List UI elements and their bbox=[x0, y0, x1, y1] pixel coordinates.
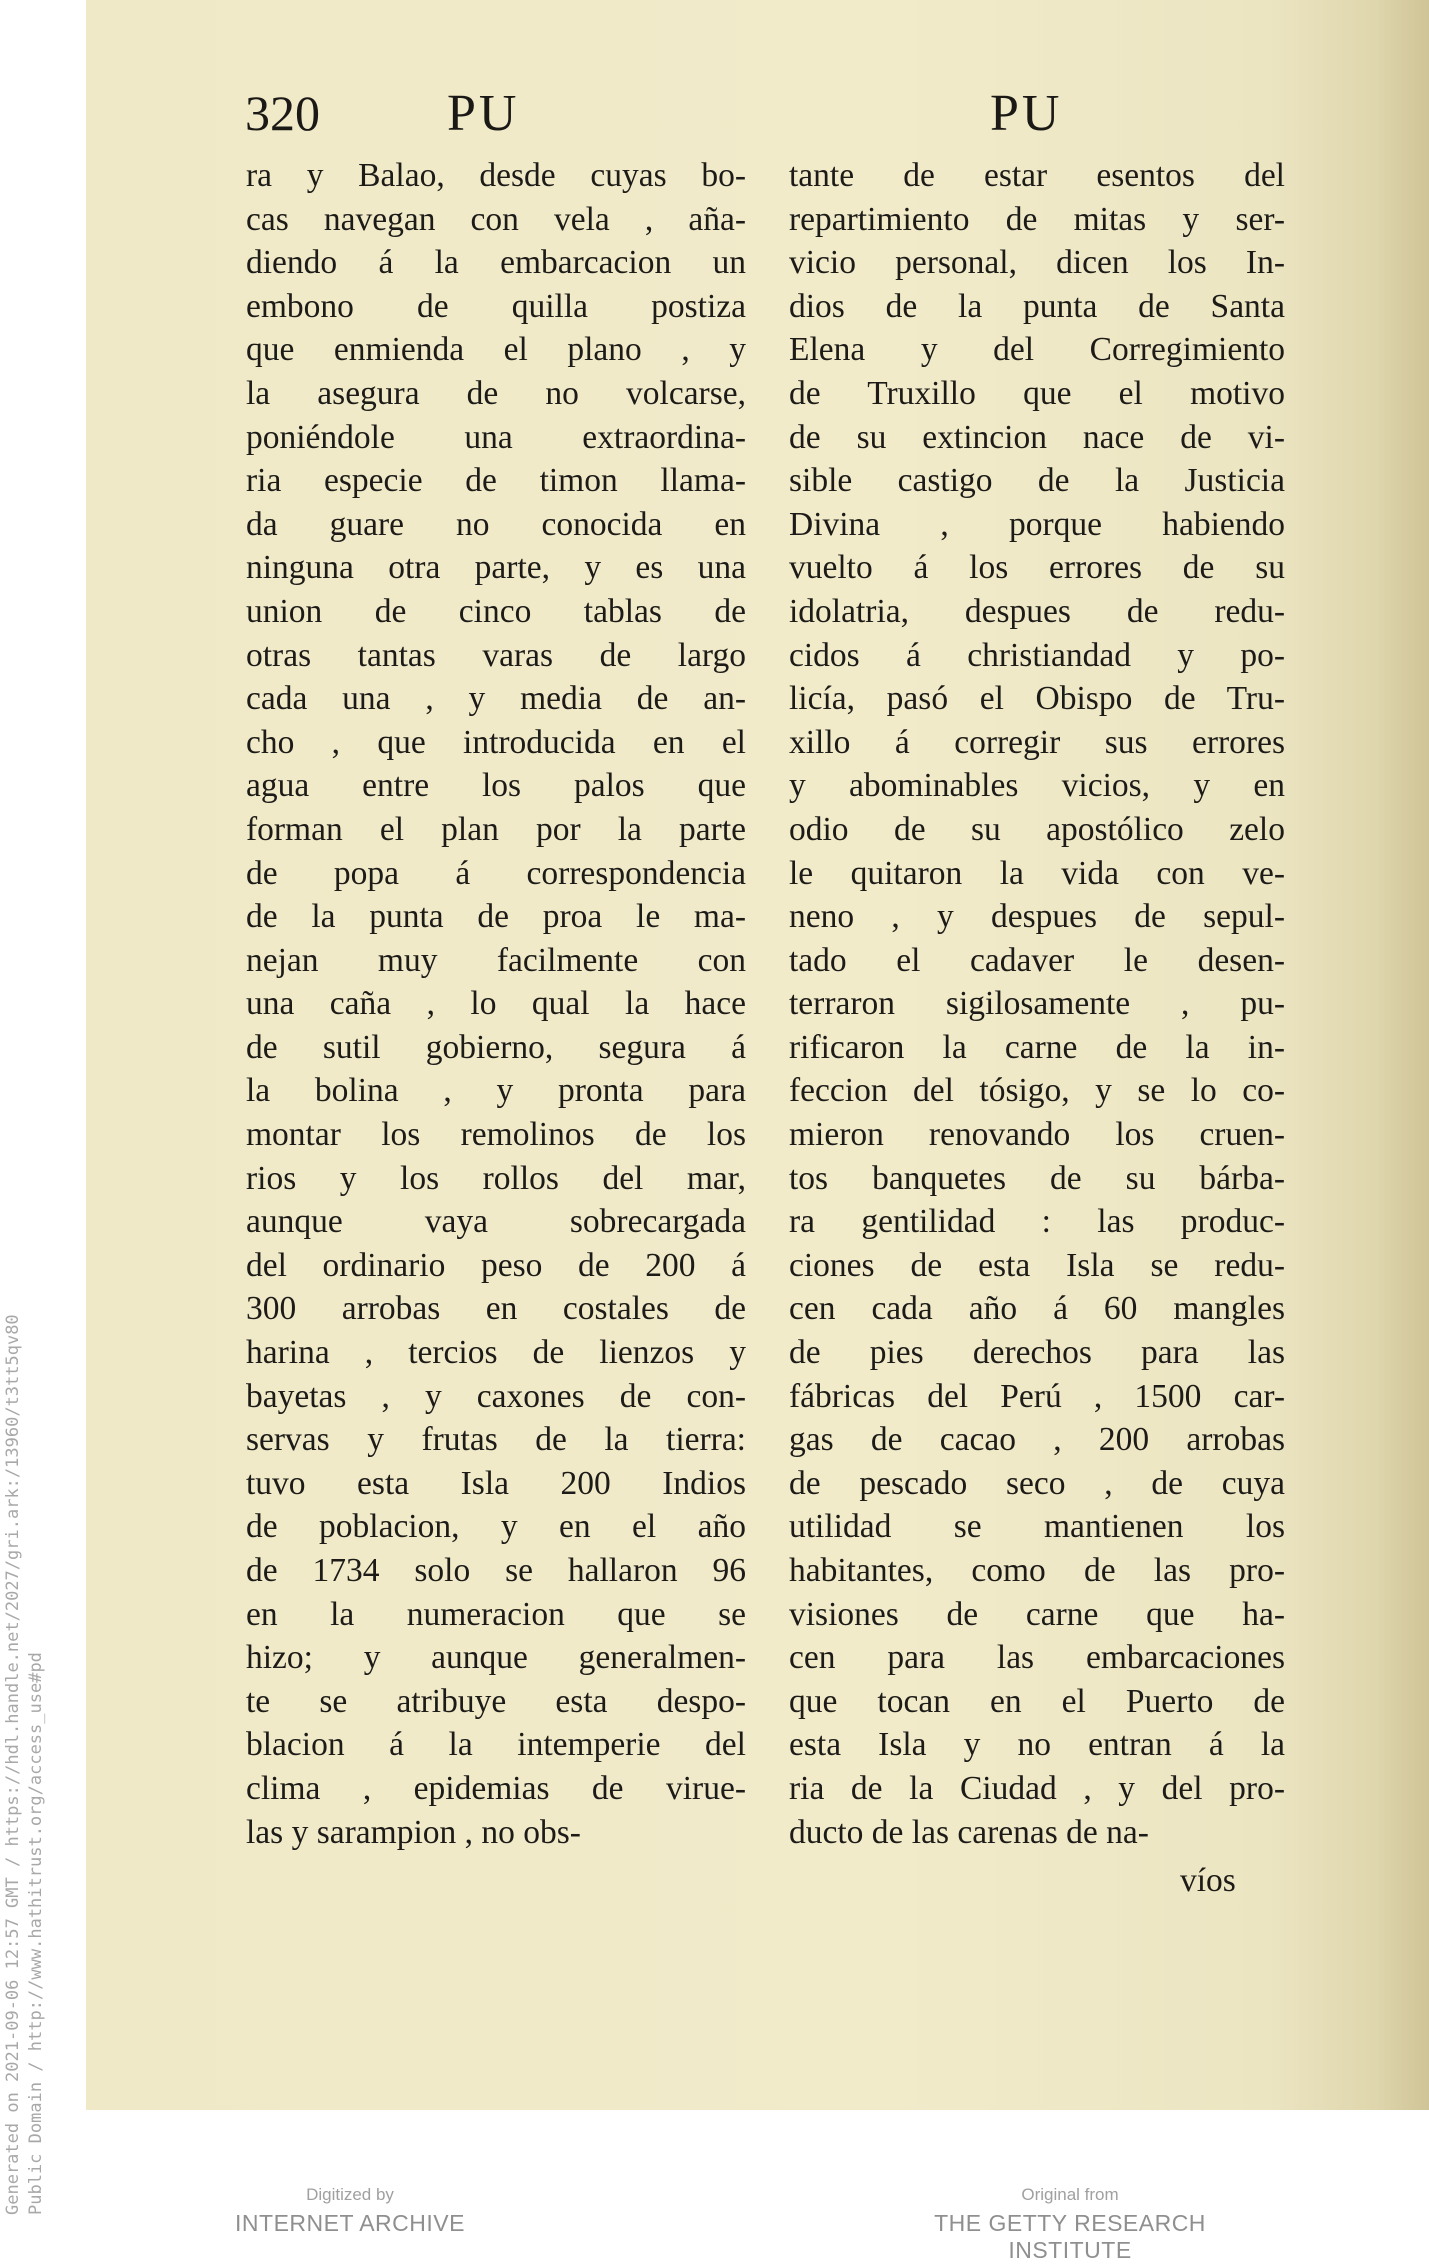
text-line: idolatria, despues de redu- bbox=[789, 592, 1285, 630]
text-line: una caña , lo qual la hace bbox=[246, 985, 746, 1023]
text-line: odio de su apostólico zelo bbox=[789, 810, 1285, 848]
original-institution: THE GETTY RESEARCH INSTITUTE bbox=[934, 2210, 1206, 2263]
text-line: gas de cacao , 200 arrobas bbox=[789, 1421, 1285, 1459]
text-line: rificaron la carne de la in- bbox=[789, 1028, 1285, 1066]
text-line: las y sarampion , no obs- bbox=[246, 1813, 581, 1851]
original-from-label: Original from bbox=[1021, 2185, 1119, 2204]
text-line: ra gentilidad : las produc- bbox=[789, 1203, 1285, 1241]
text-line: licía, pasó el Obispo de Tru- bbox=[789, 680, 1285, 718]
text-line: montar los remolinos de los bbox=[246, 1116, 746, 1154]
text-line: hizo; y aunque generalmen- bbox=[246, 1639, 746, 1677]
text-line: aunque vaya sobrecargada bbox=[246, 1203, 746, 1241]
digitized-by-label: Digitized by bbox=[306, 2185, 394, 2204]
text-line: ria de la Ciudad , y del pro- bbox=[789, 1769, 1285, 1807]
text-line: la asegura de no volcarse, bbox=[246, 374, 746, 412]
text-line: da guare no conocida en bbox=[246, 505, 746, 543]
text-line: que tocan en el Puerto de bbox=[789, 1682, 1285, 1720]
text-line: ninguna otra parte, y es una bbox=[246, 549, 746, 587]
text-line: diendo á la embarcacion un bbox=[246, 244, 746, 282]
text-line: vuelto á los errores de su bbox=[789, 549, 1285, 587]
generation-stamp-line: Generated on 2021-09-06 12:57 GMT / https://hdl.handle.net/2027/gri.ark:/13960/t3tt5qv80 bbox=[3, 1314, 23, 2215]
text-line: forman el plan por la parte bbox=[246, 810, 746, 848]
license-stamp-line: Public Domain / http://www.hathitrust.org/access_use#pd bbox=[26, 1652, 46, 2215]
text-line: ria especie de timon llama- bbox=[246, 462, 746, 500]
text-line: ducto de las carenas de na- bbox=[789, 1813, 1149, 1851]
text-line: cada una , y media de an- bbox=[246, 680, 746, 718]
text-line: clima , epidemias de virue- bbox=[246, 1769, 746, 1807]
text-line: xillo á corregir sus errores bbox=[789, 723, 1285, 761]
digitizer-name: INTERNET ARCHIVE bbox=[235, 2210, 465, 2236]
text-line: bayetas , y caxones de con- bbox=[246, 1377, 746, 1415]
text-line: le quitaron la vida con ve- bbox=[789, 854, 1285, 892]
generation-stamp bbox=[2, 1115, 48, 2215]
text-line: ra y Balao, desde cuyas bo- bbox=[246, 157, 746, 194]
text-line: tos banquetes de su bárba- bbox=[789, 1159, 1285, 1197]
text-line: tado el cadaver le desen- bbox=[789, 941, 1285, 979]
text-line: que enmienda el plano , y bbox=[246, 331, 746, 369]
text-line: vicio personal, dicen los In- bbox=[789, 244, 1285, 282]
text-line: de pescado seco , de cuya bbox=[789, 1464, 1285, 1502]
text-line: fábricas del Perú , 1500 car- bbox=[789, 1377, 1285, 1415]
right-text-column bbox=[789, 154, 1285, 1854]
text-line: de Truxillo que el motivo bbox=[789, 374, 1285, 412]
text-line: de sutil gobierno, segura á bbox=[246, 1028, 746, 1066]
text-line: cho , que introducida en el bbox=[246, 723, 746, 761]
text-line: feccion del tósigo, y se lo co- bbox=[789, 1072, 1285, 1110]
text-line: otras tantas varas de largo bbox=[246, 636, 746, 674]
text-line: embono de quilla postiza bbox=[246, 287, 746, 325]
catchword: víos bbox=[1180, 1862, 1236, 1899]
text-line: de popa á correspondencia bbox=[246, 854, 746, 892]
text-line: tante de estar esentos del bbox=[789, 157, 1285, 194]
text-line: neno , y despues de sepul- bbox=[789, 898, 1285, 936]
text-line: de 1734 solo se hallaron 96 bbox=[246, 1552, 746, 1589]
running-head-right: PU bbox=[990, 85, 1063, 142]
page-number: 320 bbox=[245, 85, 320, 141]
text-line: sible castigo de la Justicia bbox=[789, 462, 1285, 500]
text-line: tuvo esta Isla 200 Indios bbox=[246, 1464, 746, 1502]
text-line: repartimiento de mitas y ser- bbox=[789, 200, 1285, 238]
text-line: de su extincion nace de vi- bbox=[789, 418, 1285, 456]
text-line: Divina , porque habiendo bbox=[789, 505, 1285, 543]
text-line: de poblacion, y en el año bbox=[246, 1508, 746, 1546]
left-text-column bbox=[246, 154, 746, 1854]
text-line: cen para las embarcaciones bbox=[789, 1639, 1285, 1677]
text-line: esta Isla y no entran á la bbox=[789, 1726, 1285, 1764]
text-line: en la numeracion que se bbox=[246, 1595, 746, 1633]
text-line: visiones de carne que ha- bbox=[789, 1595, 1285, 1633]
text-line: dios de la punta de Santa bbox=[789, 287, 1285, 325]
text-line: cas navegan con vela , aña- bbox=[246, 200, 746, 238]
text-line: y abominables vicios, y en bbox=[789, 767, 1285, 805]
running-head-left: PU bbox=[447, 85, 520, 142]
text-line: mieron renovando los cruen- bbox=[789, 1116, 1285, 1154]
text-line: nejan muy facilmente con bbox=[246, 941, 746, 979]
text-line: de pies derechos para las bbox=[789, 1334, 1285, 1372]
text-line: rios y los rollos del mar, bbox=[246, 1159, 746, 1197]
text-line: poniéndole una extraordina- bbox=[246, 418, 746, 456]
text-line: terraron sigilosamente , pu- bbox=[789, 985, 1285, 1023]
text-line: Elena y del Corregimiento bbox=[789, 331, 1285, 369]
text-line: servas y frutas de la tierra: bbox=[246, 1421, 746, 1459]
text-line: agua entre los palos que bbox=[246, 767, 746, 805]
text-line: cidos á christiandad y po- bbox=[789, 636, 1285, 674]
text-line: la bolina , y pronta para bbox=[246, 1072, 746, 1110]
text-line: de la punta de proa le ma- bbox=[246, 898, 746, 936]
text-line: blacion á la intemperie del bbox=[246, 1726, 746, 1764]
text-line: cen cada año á 60 mangles bbox=[789, 1290, 1285, 1328]
text-line: te se atribuye esta despo- bbox=[246, 1682, 746, 1720]
text-line: utilidad se mantienen los bbox=[789, 1508, 1285, 1546]
text-line: 300 arrobas en costales de bbox=[246, 1290, 746, 1328]
text-line: del ordinario peso de 200 á bbox=[246, 1246, 746, 1284]
text-line: union de cinco tablas de bbox=[246, 592, 746, 630]
text-line: habitantes, como de las pro- bbox=[789, 1552, 1285, 1589]
text-line: ciones de esta Isla se redu- bbox=[789, 1246, 1285, 1284]
text-line: harina , tercios de lienzos y bbox=[246, 1334, 746, 1372]
